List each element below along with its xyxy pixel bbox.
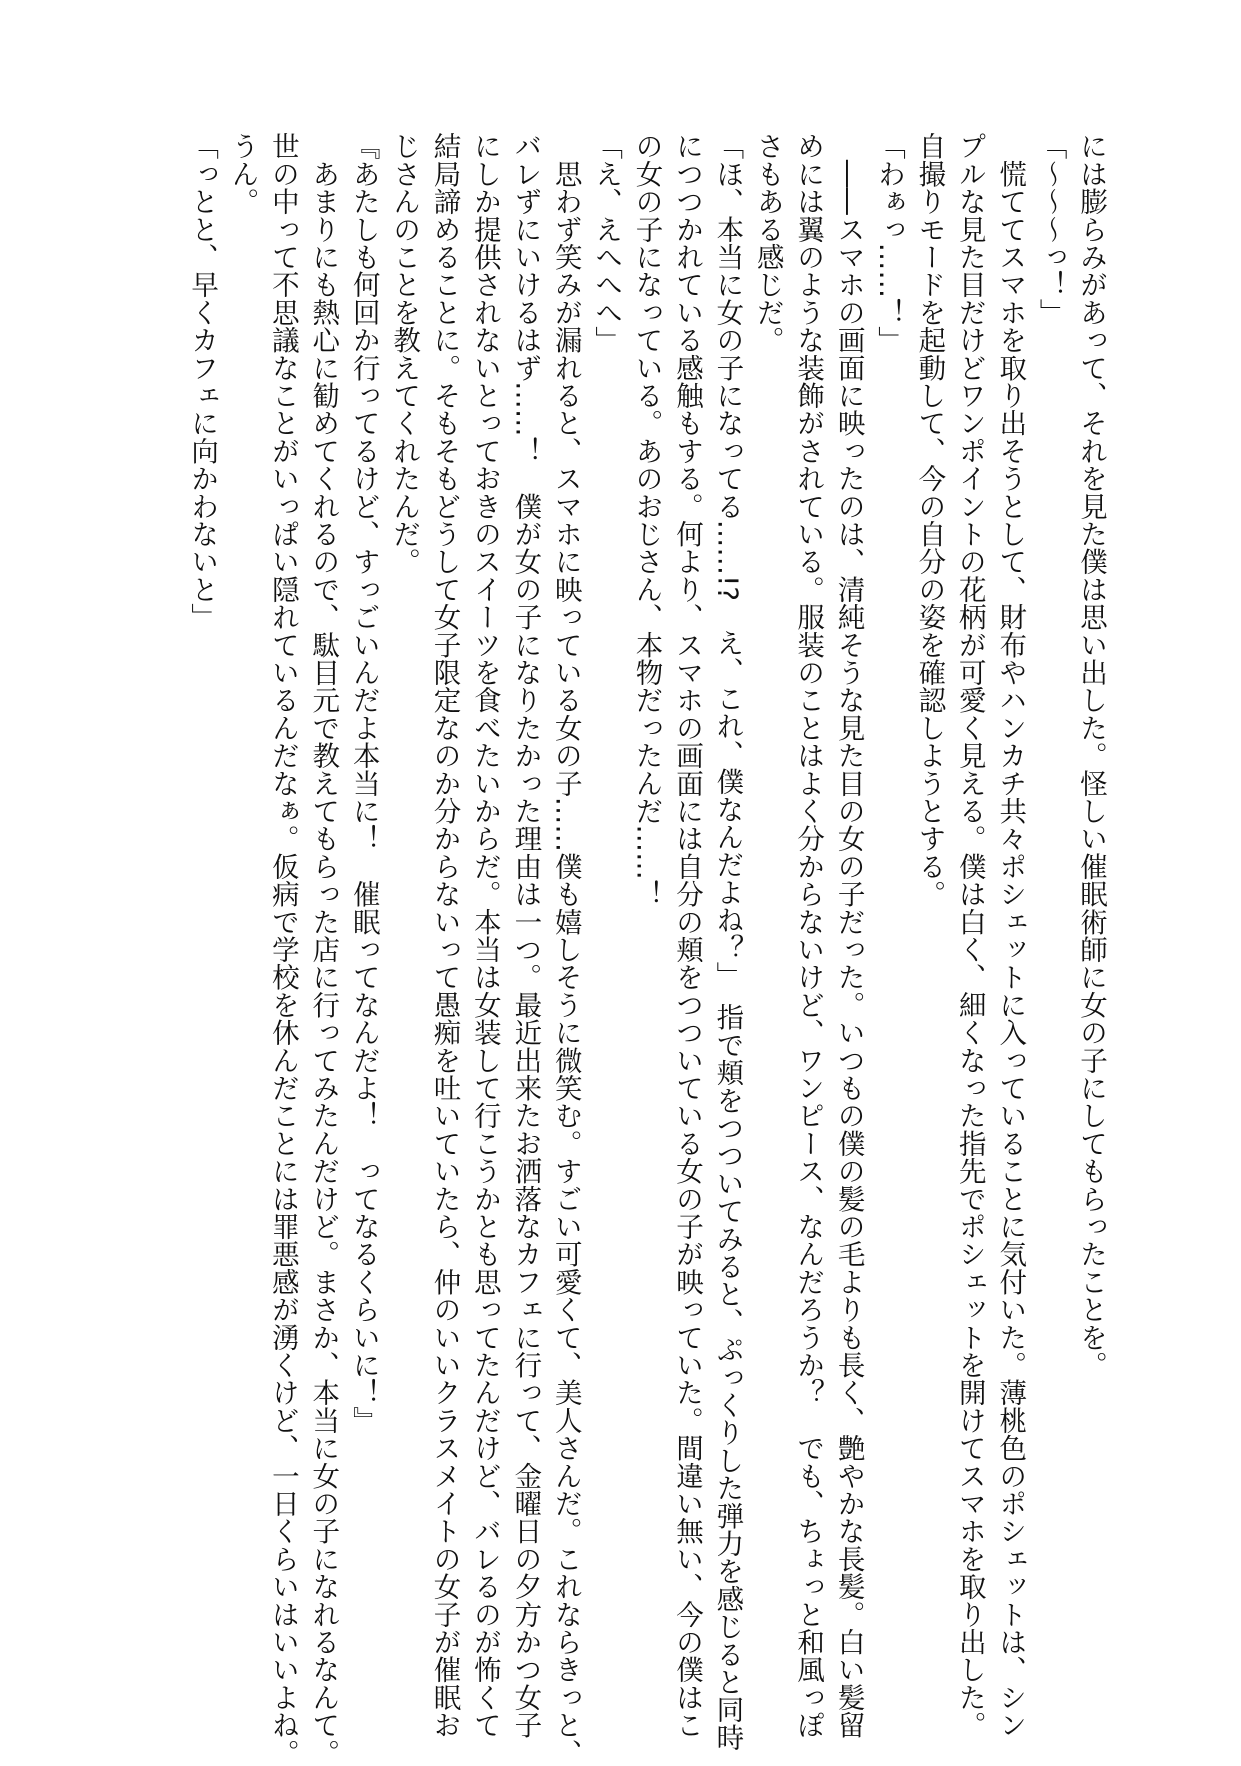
text-line: 結局諦めることに。そもそもどうして女子限定なのか分からないって愚痴を吐いていたら、仲のいいクラスメイトの女子が催眠お bbox=[428, 132, 461, 1739]
text-line: 自撮りモードを起動して、今の自分の姿を確認しようとする。 bbox=[913, 132, 946, 908]
text-line: 「っとと、早くカフェに向かわないと」 bbox=[186, 132, 219, 631]
text-line: 『あたしも何回か行ってるけど、すっごいんだよ本当に！ 催眠ってなんだよ！ ってなるくらいに！』 bbox=[347, 132, 380, 1434]
body-text bbox=[182, 132, 1111, 1766]
text-line: 世の中って不思議なことがいっぱい隠れているんだなぁ。仮病で学校を休んだことには罪悪感が湧くけど、一日くらいはいいよね。 bbox=[266, 132, 299, 1766]
text-line: あまりにも熱心に勧めてくれるので、駄目元で教えてもらった店に行ってみたんだけど。まさか、本当に女の子になれるなんて。 bbox=[307, 132, 340, 1766]
text-line: 「ほ、本当に女の子になってる……!? え、これ、僕なんだよね？」 指で頬をつついてみると、ぷっくりした弾力を感じると同時 bbox=[711, 132, 744, 1751]
text-line: プルな見た目だけどワンポイントの花柄が可愛く見える。僕は白く、細くなった指先でポシェットを開けてスマホを取り出した。 bbox=[953, 132, 986, 1739]
text-line: 思わず笑みが漏れると、スマホに映っている女の子……僕も嬉しそうに微笑む。すごい可愛くて、美人さんだ。これならきっと、 bbox=[549, 132, 582, 1766]
text-line: の女の子になっている。あのおじさん、本物だったんだ……！ bbox=[630, 132, 663, 908]
text-line: 「～～～っ！」 bbox=[1034, 132, 1067, 326]
text-line: にしか提供されないとっておきのスイーツを食べたいからだ。本当は女装して行こうかとも思ってたんだけど、バレるのが怖くて bbox=[468, 132, 501, 1739]
text-line: ――スマホの画面に映ったのは、清純そうな見た目の女の子だった。いつもの僕の髪の毛よりも長く、艶やかな長髪。白い髪留 bbox=[832, 132, 865, 1739]
text-line: じさんのことを教えてくれたんだ。 bbox=[388, 132, 421, 576]
text-line: めには翼のような装飾がされている。服装のことはよく分からないけど、ワンピース、なんだろうか？ でも、ちょっと和風っぽ bbox=[792, 132, 825, 1739]
text-line: には膨らみがあって、それを見た僕は思い出した。怪しい催眠術師に女の子にしてもらったことを。 bbox=[1075, 132, 1107, 1379]
text-line: さもある感じだ。 bbox=[751, 132, 784, 354]
text-line: うん。 bbox=[226, 132, 259, 216]
text-line: 慌ててスマホを取り出そうとして、財布やハンカチ共々ポシェットに入っていることに気付いた。薄桃色のポシェットは、シン bbox=[994, 132, 1027, 1739]
text-line: 「え、えへへへ」 bbox=[590, 132, 623, 354]
text-line: バレずにいけるはず……！ 僕が女の子になりたかった理由は一つ。最近出来たお洒落なカフェに行って、金曜日の夕方かつ女子 bbox=[509, 132, 542, 1739]
text-line: 「わぁっ……！」 bbox=[872, 132, 905, 354]
text-line: につつかれている感触もする。何より、スマホの画面には自分の頬をつついている女の子が映っていた。間違い無い、今の僕はこ bbox=[670, 132, 703, 1739]
